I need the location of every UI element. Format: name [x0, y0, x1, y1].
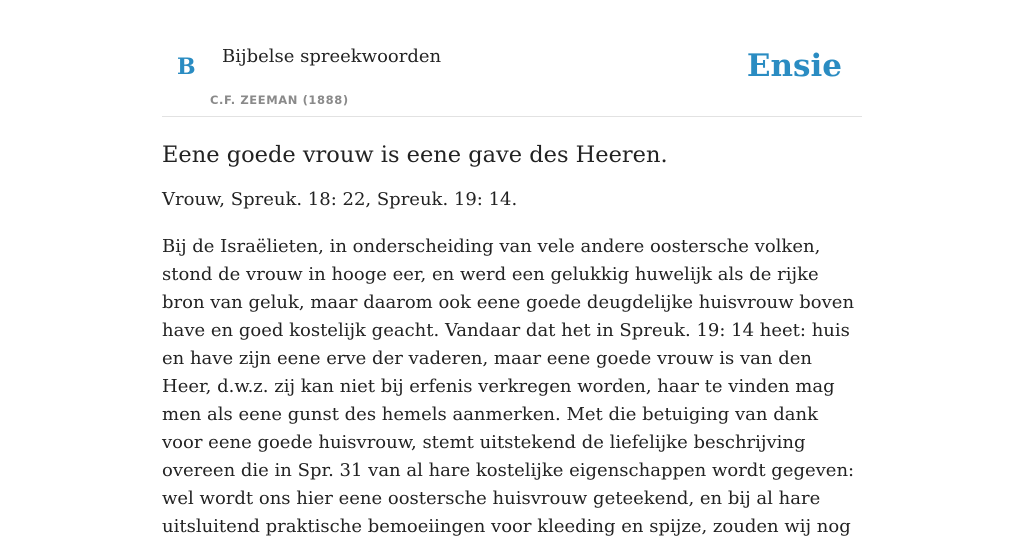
entry-reference: Vrouw, Spreuk. 18: 22, Spreuk. 19: 14.	[162, 189, 518, 210]
article-content	[162, 136, 862, 541]
book-author: C.F. ZEEMAN (1888)	[210, 93, 349, 107]
ensie-logo-link[interactable]: Ensie	[746, 48, 842, 84]
site-header	[162, 0, 862, 117]
entry-title: Eene goede vrouw is eene gave des Heeren.	[162, 142, 668, 168]
book-title-link[interactable]: Bijbelse spreekwoorden	[222, 46, 442, 67]
book-logo[interactable]: B	[177, 54, 196, 80]
entry-body: Bij de Israëlieten, in onderscheiding van vele andere oostersche volken, stond de vrouw in hooge eer, en werd een gelukkig huwelijk als de rijke bron van geluk, maar daarom ook eene goede deugdelijke huisvrouw boven have en goed kostelijk geacht. Vandaar dat het in Spreuk. 19: 14 heet: huis en have zijn eene erve der vaderen, maar eene goede vrouw is van den Heer, d.w.z. zij kan niet bij erfenis verkregen worden, haar te vinden mag men als eene gunst des hemels aanmerken. Met die betuiging van dank voor eene goede huisvrouw, stemt uitstekend de liefelijke beschrijving overeen die in Spr. 31 van al hare kostelijke eigenschappen wordt gegeven: wel wordt ons hier eene oostersche huisvrouw geteekend, en bij al hare uitsluitend praktische bemoeiingen voor kleeding en spijze, zouden wij nog	[162, 236, 855, 537]
